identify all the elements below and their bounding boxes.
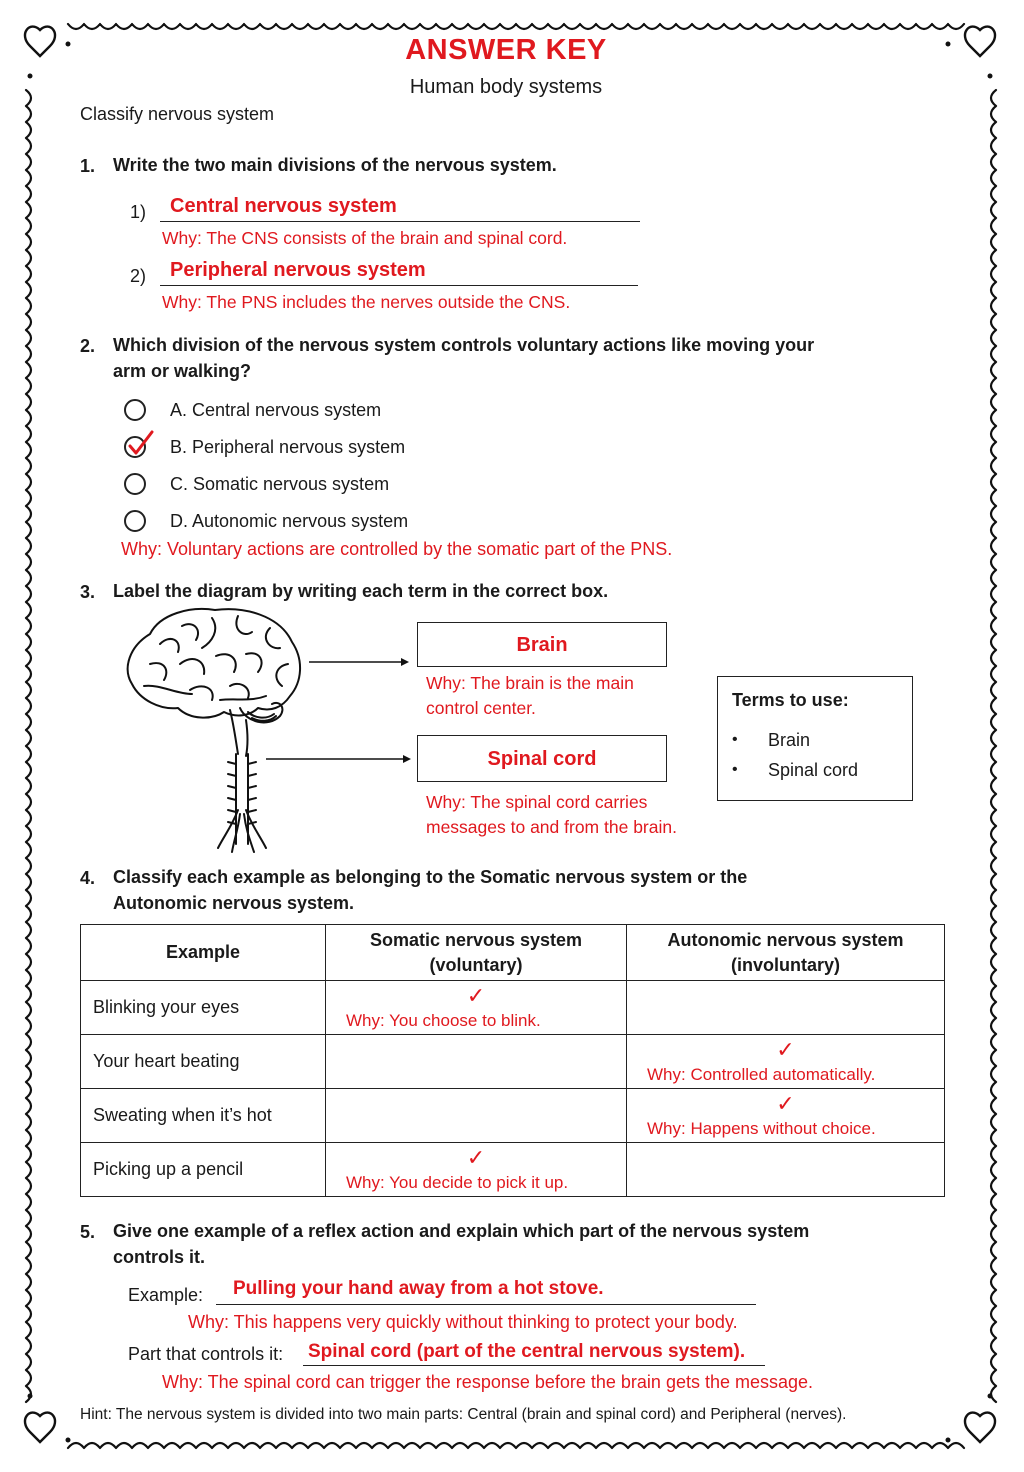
page-title: ANSWER KEY [405,34,607,66]
answer-2-why: Why: The PNS includes the nerves outside the CNS. [162,292,571,312]
question-1-number: 1. [80,156,96,176]
table-row [81,1089,945,1143]
brain-spinal-cord-illustration [120,604,310,854]
header-autonomic-line1: Autonomic nervous system [667,929,904,950]
question-2-number: 2. [80,336,96,356]
question-2-text-line1: Which division of the nervous system controls voluntary actions like moving your [113,335,815,355]
autonomic-why: Why: Happens without choice. [647,1119,876,1138]
answer-2-underline [160,285,638,286]
option-a-label: A. Central nervous system [170,400,382,420]
example-answer: Pulling your hand away from a hot stove. [233,1278,604,1299]
header-somatic-line1: Somatic nervous system [369,929,583,950]
option-d-radio[interactable] [124,510,146,532]
term-item: Brain [768,730,811,750]
example-cell: Sweating when it’s hot [81,1089,326,1143]
answer-1-number: 1) [130,202,147,222]
example-why: Why: This happens very quickly without thinking to protect your body. [188,1312,738,1332]
question-5-number: 5. [80,1222,96,1242]
label-box-spinal-cord-answer: Spinal cord [487,748,597,770]
answer-2-number: 2) [130,266,147,286]
check-mark-icon: ✓ [466,1145,486,1170]
header-somatic [326,925,627,981]
option-d-label: D. Autonomic nervous system [170,511,409,531]
header-somatic-line2: (voluntary) [429,954,523,975]
hint-text: Hint: The nervous system is divided into two main parts: Central (brain and spinal cord) and Peripheral (nerves). [80,1406,847,1423]
autonomic-why: Why: Controlled automatically. [647,1065,876,1084]
example-cell: Blinking your eyes [81,981,326,1035]
heart-corner-icon [25,1413,55,1442]
somatic-why: Why: You choose to blink. [346,1011,541,1030]
table-row [81,981,945,1035]
terms-title: Terms to use: [732,690,849,710]
bullet-icon: • [732,761,738,778]
worksheet-topic: Classify nervous system [80,104,275,124]
answer-1-underline [160,221,640,222]
answer-1-text: Central nervous system [170,195,397,217]
somatic-why: Why: You decide to pick it up. [346,1173,569,1192]
part-underline [303,1365,765,1366]
option-c-radio[interactable] [124,473,146,495]
option-c-label: C. Somatic nervous system [170,474,390,494]
check-mark-icon: ✓ [466,983,486,1008]
question-5-text-line1: Give one example of a reflex action and explain which part of the nervous system [113,1221,810,1241]
question-1-text: Write the two main divisions of the nervous system. [113,155,557,175]
header-example: Example [81,925,326,981]
autonomic-cell[interactable] [627,1035,945,1089]
part-label: Part that controls it: [128,1344,284,1364]
option-a-radio[interactable] [124,399,146,421]
table-row [81,1035,945,1089]
arrow-to-brain-icon [305,652,415,672]
part-why: Why: The spinal cord can trigger the response before the brain gets the message. [162,1372,814,1392]
arrow-to-spinal-cord-icon [262,749,417,769]
question-4-number: 4. [80,868,96,888]
heart-corner-icon [965,1413,995,1442]
example-cell: Picking up a pencil [81,1143,326,1197]
somatic-cell[interactable] [326,1089,627,1143]
check-mark-icon: ✓ [776,1091,795,1116]
autonomic-cell[interactable] [627,1089,945,1143]
check-mark-icon [122,428,158,462]
autonomic-cell[interactable] [627,981,945,1035]
table-row [81,1143,945,1197]
label-box-spinal-cord[interactable] [417,735,667,782]
header-autonomic-line2: (involuntary) [730,954,840,975]
terms-box [717,676,913,801]
somatic-cell[interactable] [326,981,627,1035]
part-answer: Spinal cord (part of the central nervous system). [308,1341,746,1362]
label-box-brain-why-line1: Why: The brain is the main [426,673,634,693]
somatic-cell[interactable] [326,1143,627,1197]
answer-1-why: Why: The CNS consists of the brain and spinal cord. [162,228,568,248]
question-2-text-line2: arm or walking? [113,361,252,381]
table-header-row [81,925,945,981]
question-2-why: Why: Voluntary actions are controlled by the somatic part of the PNS. [121,539,673,559]
page-subtitle: Human body systems [409,76,603,98]
bullet-icon: • [732,731,738,748]
example-underline [216,1304,756,1305]
term-item: Spinal cord [768,760,859,780]
example-label: Example: [128,1285,204,1305]
classification-table [80,924,945,1197]
label-box-brain-why-line2: control center. [426,698,536,718]
label-box-brain-answer: Brain [516,634,568,656]
question-4-text-line1: Classify each example as belonging to the Somatic nervous system or the [113,867,748,887]
question-3-number: 3. [80,582,96,602]
question-3-text: Label the diagram by writing each term in the correct box. [113,581,609,601]
answer-2-text: Peripheral nervous system [170,259,426,281]
question-5-text-line2: controls it. [113,1247,206,1267]
autonomic-cell[interactable] [627,1143,945,1197]
label-box-brain[interactable] [417,622,667,667]
option-b-label: B. Peripheral nervous system [170,437,406,457]
label-box-spinal-cord-why-line1: Why: The spinal cord carries [426,792,648,812]
label-box-spinal-cord-why-line2: messages to and from the brain. [426,817,677,837]
check-mark-icon: ✓ [776,1037,795,1062]
header-autonomic [627,925,945,981]
somatic-cell[interactable] [326,1035,627,1089]
question-4-text-line2: Autonomic nervous system. [113,893,355,913]
example-cell: Your heart beating [81,1035,326,1089]
